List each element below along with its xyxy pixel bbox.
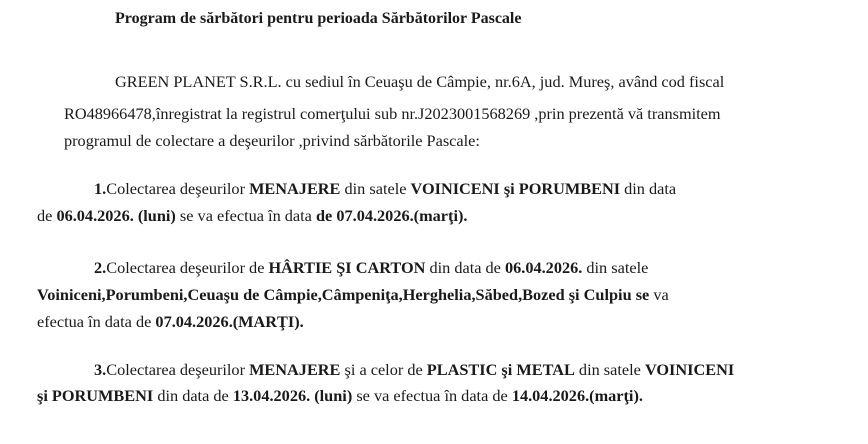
item-1-original-date: 06.04.2026. (luni) bbox=[56, 206, 176, 225]
intro-line-3: programul de colectare a deşeurilor ,privind sărbătorile Pascale: bbox=[64, 131, 480, 150]
item-2-villages: Voiniceni,Porumbeni,Ceuaşu de Câmpie,Câmpeniţa,Herghelia,Săbed,Bozed şi Culpiu se bbox=[37, 285, 650, 304]
item-2-number: 2. bbox=[94, 258, 107, 277]
item-3-line-1 bbox=[94, 360, 734, 380]
item-2-line-1 bbox=[94, 258, 648, 278]
item-3-village-1: VOINICENI bbox=[644, 360, 735, 379]
item-3-text: din data de bbox=[153, 386, 233, 405]
item-1-number: 1. bbox=[94, 179, 107, 198]
item-3-text: Colectarea deşeurilor bbox=[106, 360, 250, 379]
item-2-line-2 bbox=[37, 285, 669, 305]
item-1-text: se va efectua în data bbox=[175, 206, 316, 225]
item-1-villages: VOINICENI şi PORUMBENI bbox=[410, 179, 621, 198]
item-1-line-2 bbox=[37, 206, 467, 226]
item-3-number: 3. bbox=[94, 360, 107, 379]
item-3-text: se va efectua în data de bbox=[352, 386, 512, 405]
item-1-new-date: de 07.04.2026.(marţi). bbox=[315, 206, 468, 225]
item-1-text: de bbox=[37, 206, 57, 225]
item-2-waste-type: HÂRTIE ŞI CARTON bbox=[268, 258, 426, 277]
intro-line-1: GREEN PLANET S.R.L. cu sediul în Ceuaşu de Câmpie, nr.6A, jud. Mureş, având cod fiscal bbox=[115, 72, 725, 91]
item-2-text: efectua în data de bbox=[37, 312, 156, 331]
document-title: Program de sărbători pentru perioada Sărbătorilor Pascale bbox=[115, 10, 522, 27]
item-3-line-2 bbox=[37, 386, 643, 406]
item-3-waste-type-2: PLASTIC şi METAL bbox=[426, 360, 575, 379]
item-2-text: va bbox=[649, 285, 669, 304]
item-2-line-3 bbox=[37, 312, 304, 332]
item-3-waste-type: MENAJERE bbox=[249, 360, 341, 379]
item-3-original-date: 13.04.2026. (luni) bbox=[232, 386, 353, 405]
item-2-new-date: 07.04.2026.(MARŢI). bbox=[155, 312, 304, 331]
intro-line-2: RO48966478,înregistrat la registrul comerţului sub nr.J2023001568269 ,prin prezentă vă transmitem bbox=[64, 104, 721, 123]
item-3-new-date: 14.04.2026.(marţi). bbox=[511, 386, 643, 405]
item-2-text: din data de bbox=[425, 258, 505, 277]
item-3-text: şi a celor de bbox=[340, 360, 427, 379]
item-1-waste-type: MENAJERE bbox=[249, 179, 341, 198]
item-1-text: Colectarea deşeurilor bbox=[106, 179, 250, 198]
item-3-village-2: şi PORUMBENI bbox=[37, 386, 154, 405]
item-1-text: din satele bbox=[340, 179, 411, 198]
item-2-text: din satele bbox=[582, 258, 649, 277]
item-2-original-date: 06.04.2026. bbox=[504, 258, 583, 277]
item-3-text: din satele bbox=[574, 360, 645, 379]
item-1-text: din data bbox=[620, 179, 677, 198]
item-2-text: Colectarea deşeurilor de bbox=[106, 258, 269, 277]
item-1-line-1 bbox=[94, 179, 676, 199]
